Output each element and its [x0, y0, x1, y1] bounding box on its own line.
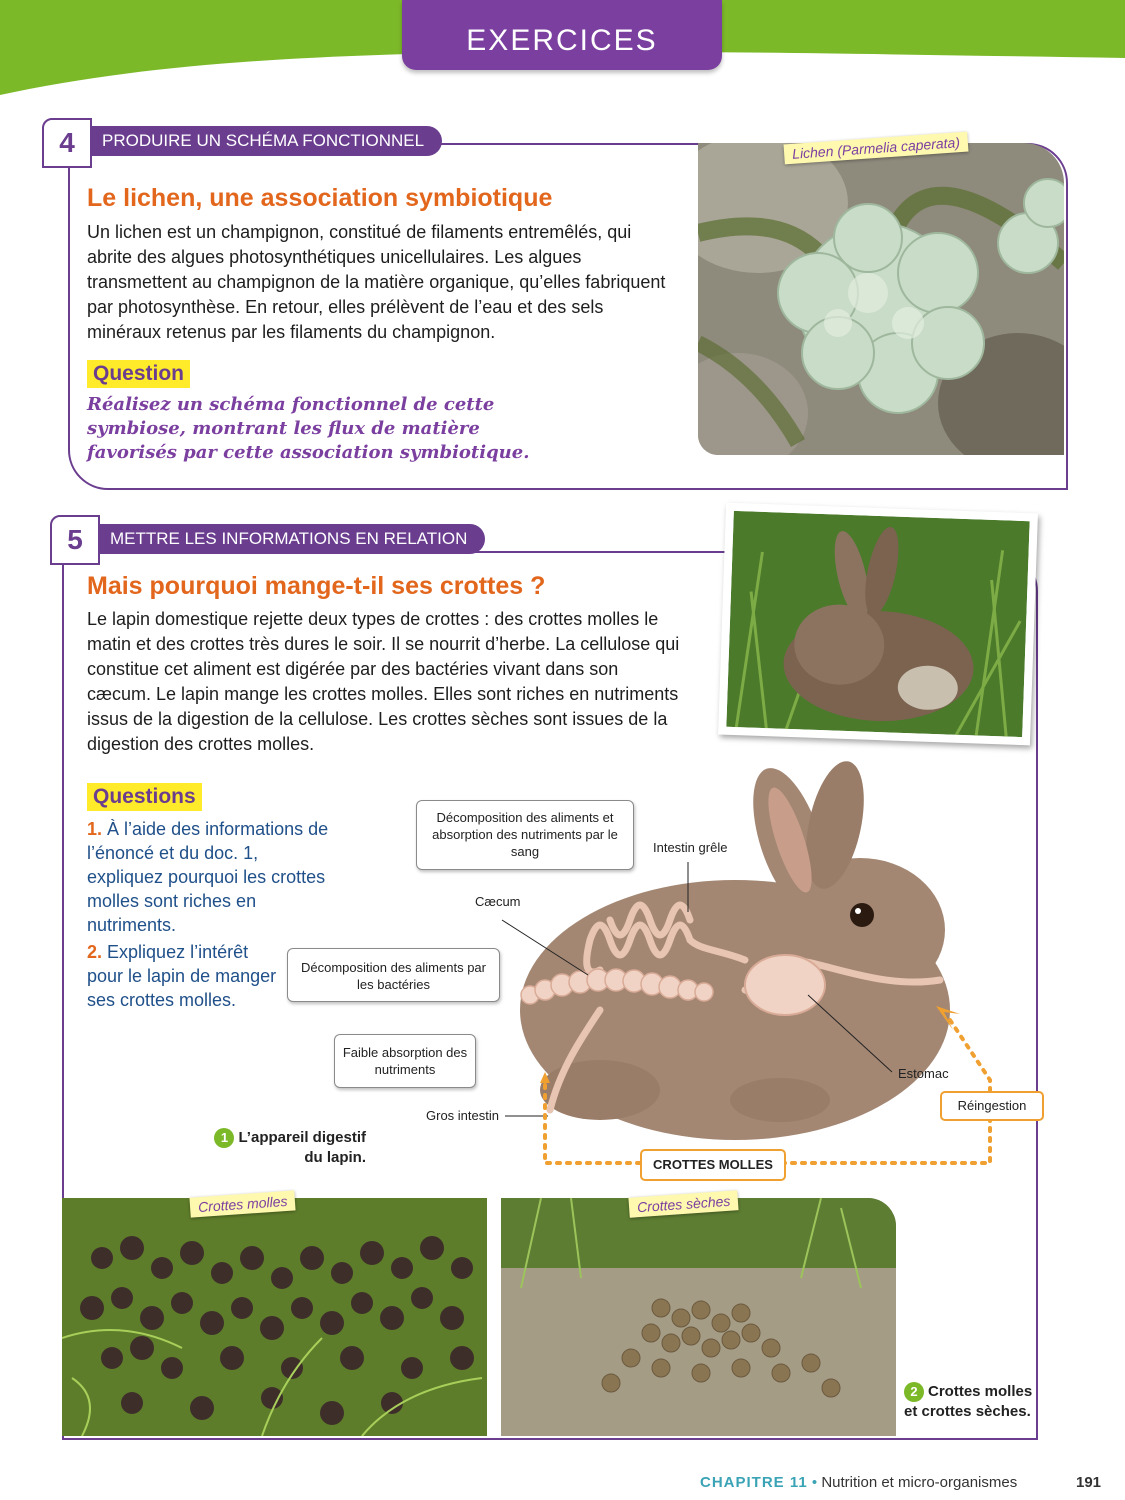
- dry-droppings-photo: [501, 1198, 896, 1436]
- page-number: 191: [1076, 1474, 1102, 1491]
- soft-droppings-label: Crottes molles: [189, 1190, 296, 1217]
- stomach: [745, 955, 825, 1015]
- q2-number: 2.: [87, 942, 103, 962]
- exercise4-skill: PRODUIRE UN SCHÉMA FONCTIONNEL: [90, 126, 442, 156]
- callout-bacteria: Décomposition des aliments par les bactéries: [287, 948, 500, 1002]
- doc1-badge: 1: [214, 1128, 234, 1148]
- soft-droppings-photo: [62, 1198, 487, 1436]
- crottes-molles-box: CROTTES MOLLES: [640, 1149, 786, 1181]
- exercise4-number: 4: [42, 118, 92, 168]
- footer-bullet: •: [811, 1474, 818, 1491]
- exercise5-questions-label: Questions: [87, 783, 202, 811]
- doc1-caption: [206, 1128, 366, 1168]
- callout-absorption-blood: Décomposition des aliments et absorption des nutriments par le sang: [416, 800, 634, 870]
- doc1-caption-text: L’appareil digestif du lapin.: [238, 1129, 366, 1166]
- footer-subject: Nutrition et micro-organismes: [821, 1474, 1018, 1491]
- q2-text: Expliquez l’intérêt pour le lapin de manger ses crottes molles.: [87, 942, 277, 1010]
- footer-chapter: CHAPITRE 11: [700, 1474, 808, 1491]
- exercise5-skill: METTRE LES INFORMATIONS EN RELATION: [98, 524, 485, 554]
- label-intestin-grele: Intestin grêle: [653, 840, 728, 855]
- exercise5-title: Mais pourquoi mange-t-il ses crottes ?: [87, 572, 546, 600]
- section-tab: EXERCICES: [402, 0, 722, 70]
- reingestion-box: Réingestion: [940, 1091, 1044, 1121]
- dry-droppings-label: Crottes sèches: [628, 1190, 739, 1218]
- doc2-caption: [904, 1382, 1044, 1422]
- lichen-caption: Lichen (Parmelia caperata): [784, 132, 969, 165]
- doc2-badge: 2: [904, 1382, 924, 1402]
- exercise5-number: 5: [50, 515, 100, 565]
- callout-weak-absorption: Faible absorption des nutriments: [334, 1034, 476, 1088]
- footer: [700, 1474, 1100, 1491]
- exercise4-question: Réalisez un schéma fonctionnel de cette symbiose, montrant les flux de matière favorisés par cette association symbiotique.: [87, 394, 530, 463]
- label-estomac: Estomac: [898, 1066, 949, 1081]
- label-gros-intestin: Gros intestin: [426, 1108, 499, 1123]
- label-caecum: Cæcum: [475, 894, 521, 909]
- doc2-caption-text: Crottes molles et crottes sèches.: [904, 1383, 1033, 1420]
- exercise4-question-label: Question: [87, 360, 190, 388]
- q1-number: 1.: [87, 819, 103, 839]
- exercise4-title: Le lichen, une association symbiotique: [87, 184, 553, 212]
- exercise5-text: Le lapin domestique rejette deux types de crottes : des crottes molles le matin et des crottes très dures le soir. Il se nourrit d’herbe. La cellulose qui constitue cet aliment est digérée par des bactéries vivant dans son cæcum. Le lapin mange les crottes molles. Elles sont riches en nutriments issus de la digestion de la cellulose. Les crottes sèches sont issues de la digestion des crottes molles.: [87, 609, 680, 754]
- q1-text: À l’aide des informations de l’énoncé et du doc. 1, expliquez pourquoi les crottes molles sont riches en nutriments.: [87, 819, 329, 935]
- exercise4-text: Un lichen est un champignon, constitué de filaments entremêlés, qui abrite des algues photosynthétiques unicellulaires. Les algues transmettent au champignon de la matière organique, qu’elles fabriquent par photosynthèse. En retour, elles prélèvent de l’eau et des sels minéraux retenus par les filaments du champignon.: [87, 222, 666, 342]
